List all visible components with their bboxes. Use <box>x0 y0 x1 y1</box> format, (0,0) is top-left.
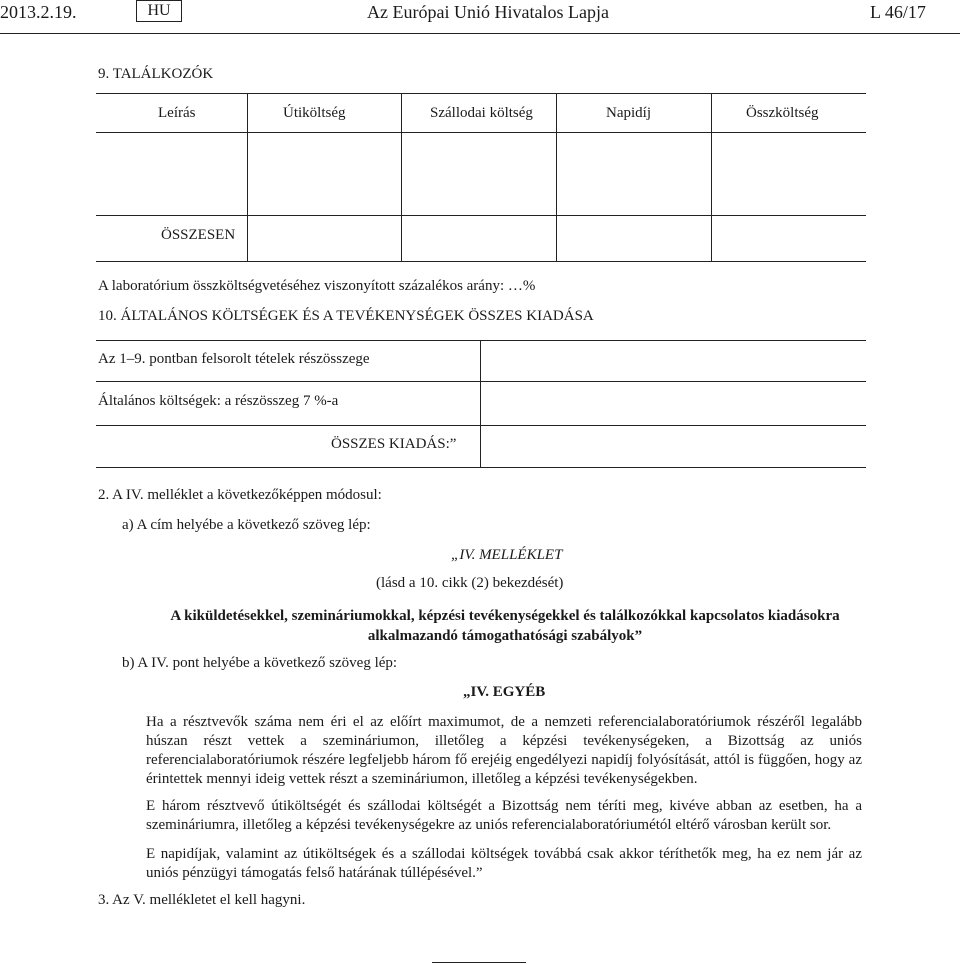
page-reference: L 46/17 <box>870 2 926 22</box>
other-title: „IV. EGYÉB <box>463 684 546 700</box>
col-hotel: Szállodai költség <box>430 105 533 121</box>
table-header-rule <box>96 132 866 133</box>
end-rule <box>432 962 526 963</box>
amendment2-intro: 2. A IV. melléklet a következőképpen módosul: <box>98 487 382 503</box>
exp-row-total: ÖSSZES KIADÁS:” <box>331 436 457 452</box>
exp-row-subtotal: Az 1–9. pontban felsorolt tételek részösszege <box>98 351 370 367</box>
paragraph-3: E napidíjak, valamint az útiköltségek és a szállodai költségek továbbá csak akkor téríthetők meg, ha ez nem jár az uniós pénzügyi támogatás felső határának túllépésével.” <box>146 846 862 881</box>
table-col-rule <box>711 93 712 261</box>
ratio-line: A laboratórium összköltségvetéséhez viszonyított százalékos arány: …% <box>98 278 536 294</box>
annex-title: „IV. MELLÉKLET <box>451 547 563 563</box>
col-allowance: Napidíj <box>606 105 651 121</box>
journal-title: Az Európai Unió Hivatalos Lapja <box>367 2 609 22</box>
table-top-rule <box>96 93 866 94</box>
paragraph-1: Ha a résztvevők száma nem éri el az előírt maximumot, de a nemzeti referencialaboratóriumok részéről legalább húszan részt vettek a szemináriumon, illetőleg a képzési tevékenységeken, a Bizottság az uniós referencialaboratóriumok részére legfeljebb három fő erejéig engedélyezi napidíj folyósítását, attól is függően, hogy az érintettek mennyi ideig vettek részt a szemináriumon, illetőleg a képzési tevékenységekben. <box>146 714 862 787</box>
header-rule <box>0 33 960 34</box>
amendment2-item-b: b) A IV. pont helyébe a következő szöveg lép: <box>122 655 398 671</box>
language-code: HU <box>147 2 171 19</box>
exp-bottom-rule <box>96 467 866 468</box>
amendment3: 3. Az V. mellékletet el kell hagyni. <box>98 892 306 908</box>
table-total-label: ÖSSZESEN <box>161 227 236 243</box>
header-date: 2013.2.19. <box>0 2 77 22</box>
exp-row-overheads: Általános költségek: a részösszeg 7 %-a <box>98 393 339 409</box>
table-col-rule <box>556 93 557 261</box>
col-description: Leírás <box>158 105 196 121</box>
col-travel: Útiköltség <box>283 105 346 121</box>
section10-heading: 10. ÁLTALÁNOS KÖLTSÉGEK ÉS A TEVÉKENYSÉGEK ÖSSZES KIADÁSA <box>98 308 594 324</box>
exp-top-rule <box>96 340 866 341</box>
table-body-rule <box>96 215 866 216</box>
exp-row-rule <box>96 425 866 426</box>
table-col-rule <box>401 93 402 261</box>
table-col-rule <box>247 93 248 261</box>
amendment2-item-a: a) A cím helyébe a következő szöveg lép: <box>122 517 371 533</box>
exp-row-rule <box>96 381 866 382</box>
col-total: Összköltség <box>746 105 819 121</box>
table-bottom-rule <box>96 261 866 262</box>
section9-heading: 9. TALÁLKOZÓK <box>98 66 214 82</box>
language-badge <box>136 0 182 22</box>
paragraph-2: E három résztvevő útiköltségét és szállodai költségét a Bizottság nem téríti meg, kivéve abban az esetben, ha a szemináriumra, illetőleg a képzési tevékenységekre az uniós referencialaboratóriumétól eltérő városban került sor. <box>146 798 862 833</box>
exp-col-rule <box>480 340 481 468</box>
annex-heading: A kiküldetésekkel, szemináriumokkal, képzési tevékenységekkel és találkozókkal kapcsolatos kiadásokra alkalmazandó támogathatósági szabályok” <box>170 608 840 644</box>
annex-reference: (lásd a 10. cikk (2) bekezdését) <box>376 575 564 591</box>
